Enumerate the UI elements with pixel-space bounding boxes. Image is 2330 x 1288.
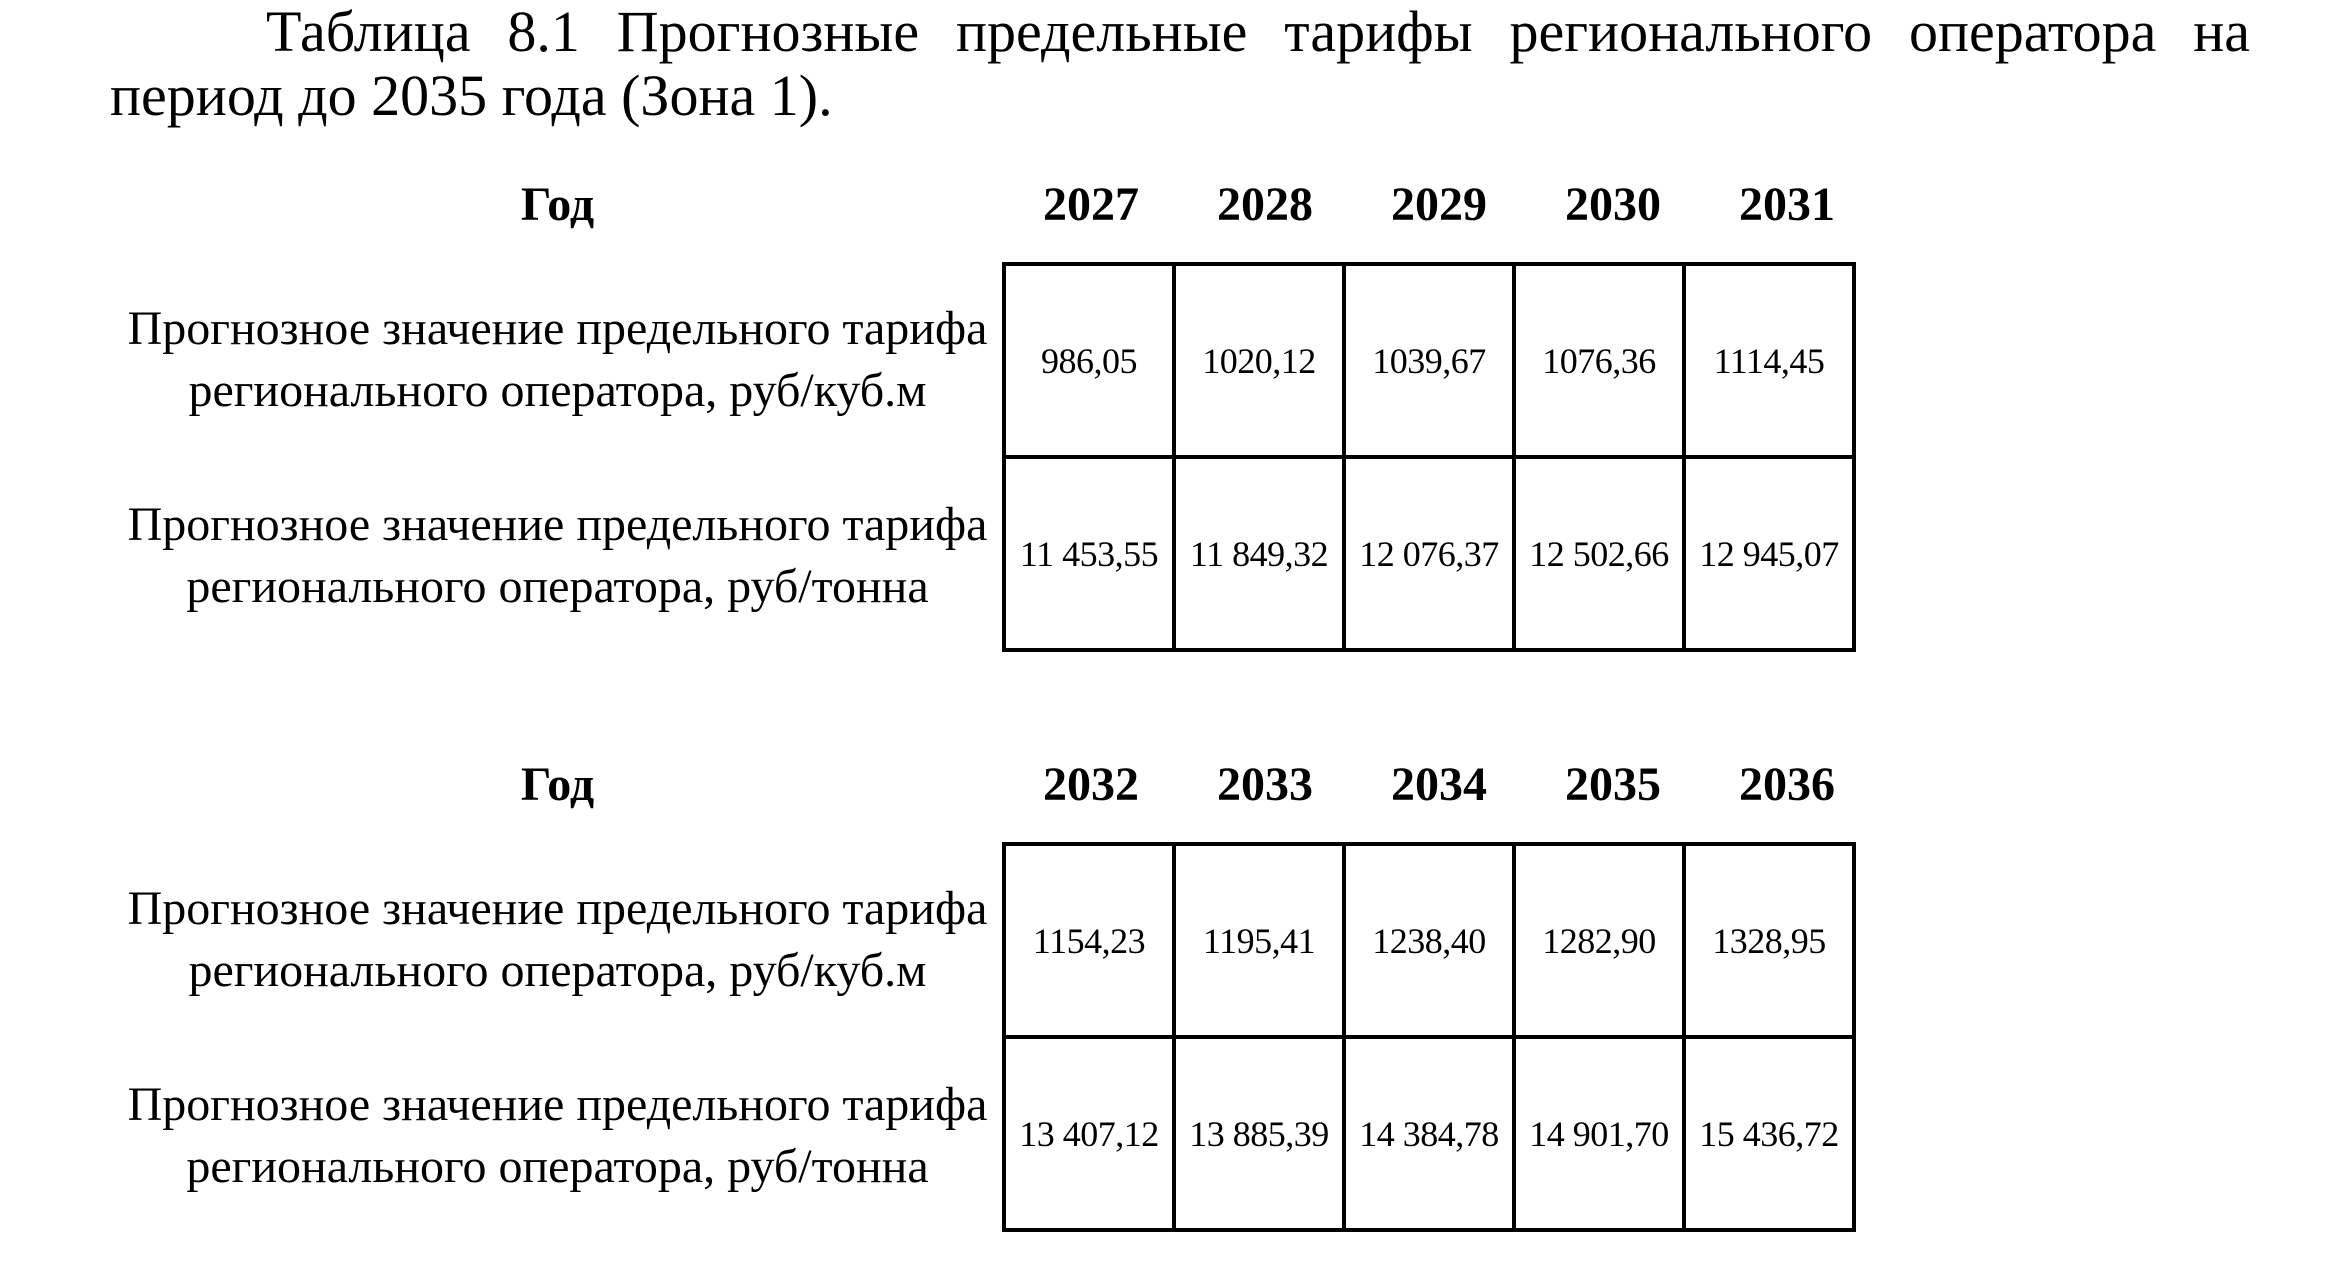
year-header: 2030 <box>1565 178 1661 231</box>
year-header: 2034 <box>1391 758 1487 811</box>
table-cell: 1114,45 <box>1684 264 1854 457</box>
year-header-label: Год <box>520 178 595 231</box>
table-cell: 11 849,32 <box>1174 457 1344 650</box>
table-row <box>1004 1037 1854 1230</box>
table-cell: 986,05 <box>1004 264 1174 457</box>
year-header: 2029 <box>1391 178 1487 231</box>
table-cell: 13 407,12 <box>1004 1037 1174 1230</box>
table-cell: 1039,67 <box>1344 264 1514 457</box>
row-label-text: Прогнозное значение предельного тарифа регионального оператора, руб/куб.м <box>127 302 988 417</box>
table-cell: 14 384,78 <box>1344 1037 1514 1230</box>
row-label-text: Прогнозное значение предельного тарифа регионального оператора, руб/тонна <box>127 498 988 613</box>
table-row <box>1004 457 1854 650</box>
year-header: 2032 <box>1043 758 1139 811</box>
row-label-rub-per-m3 <box>110 262 1005 458</box>
values-grid <box>1002 842 1856 1232</box>
row-label-text: Прогнозное значение предельного тарифа регионального оператора, руб/тонна <box>127 1078 988 1193</box>
year-header: 2036 <box>1739 758 1835 811</box>
table-cell: 1238,40 <box>1344 844 1514 1037</box>
table-cell: 15 436,72 <box>1684 1037 1854 1230</box>
table-cell: 1328,95 <box>1684 844 1854 1037</box>
table-row <box>1004 264 1854 457</box>
table-cell: 1195,41 <box>1174 844 1344 1037</box>
year-header: 2033 <box>1217 758 1313 811</box>
table-cell: 1282,90 <box>1514 844 1684 1037</box>
row-label-rub-per-ton <box>110 1038 1005 1234</box>
table-cell: 13 885,39 <box>1174 1037 1344 1230</box>
table-cell: 14 901,70 <box>1514 1037 1684 1230</box>
table-cell: 12 076,37 <box>1344 457 1514 650</box>
row-label-text: Прогнозное значение предельного тарифа регионального оператора, руб/куб.м <box>127 882 988 997</box>
table-cell: 1020,12 <box>1174 264 1344 457</box>
table-cell: 12 945,07 <box>1684 457 1854 650</box>
row-label-rub-per-ton <box>110 458 1005 654</box>
year-header: 2028 <box>1217 178 1313 231</box>
values-grid <box>1002 262 1856 652</box>
year-header: 2031 <box>1739 178 1835 231</box>
year-header: 2027 <box>1043 178 1139 231</box>
table-cell: 1076,36 <box>1514 264 1684 457</box>
year-header-label: Год <box>520 758 595 811</box>
year-header: 2035 <box>1565 758 1661 811</box>
row-label-rub-per-m3 <box>110 842 1005 1038</box>
table-row <box>1004 844 1854 1037</box>
table-cell: 1154,23 <box>1004 844 1174 1037</box>
table-cell: 12 502,66 <box>1514 457 1684 650</box>
table-caption: Таблица 8.1 Прогнозные предельные тарифы регионального оператора на период до 2035 года (Зона 1). <box>110 0 2250 128</box>
table-cell: 11 453,55 <box>1004 457 1174 650</box>
